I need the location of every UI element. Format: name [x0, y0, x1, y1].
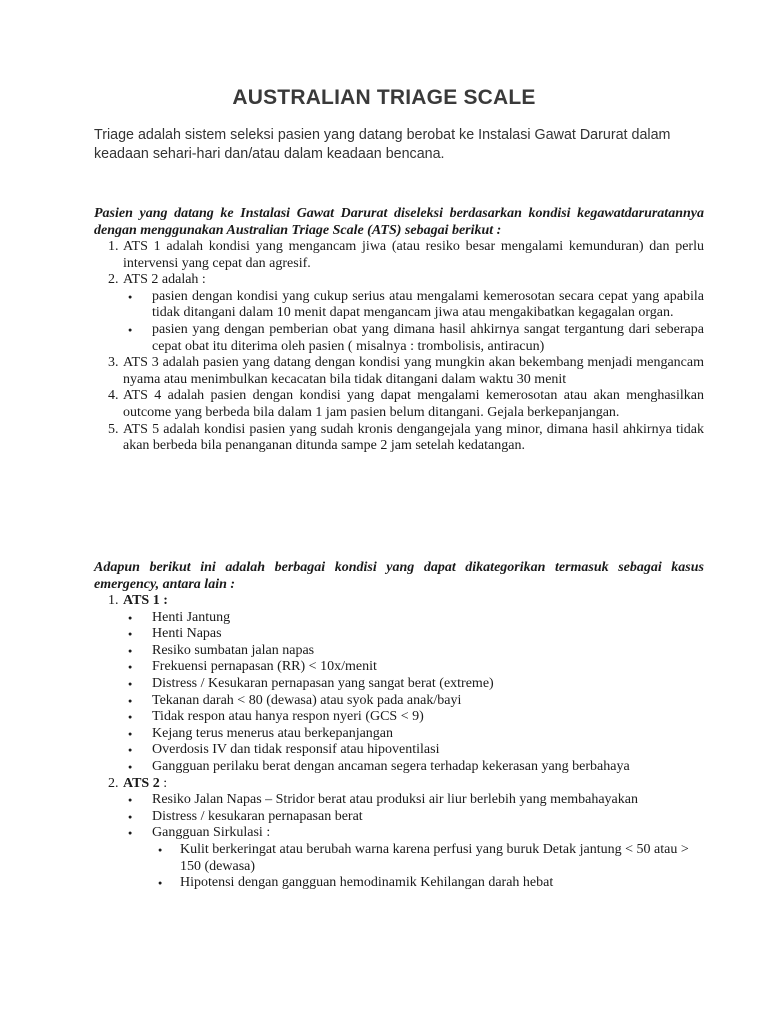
list-item: ● Tekanan darah < 80 (dewasa) atau syok pada anak/bayi: [152, 693, 704, 710]
list-item: ● Resiko Jalan Napas – Stridor berat atau produksi air liur berlebih yang membahayakan: [152, 792, 704, 809]
emergency-list: [94, 593, 704, 892]
intro-paragraph: Triage adalah sistem seleksi pasien yang datang berobat ke Instalasi Gawat Darurat dalam keadaan sehari-hari dan/atau dalam keadaan bencana.: [94, 127, 671, 162]
ats3-definition: 3. ATS 3 adalah pasien yang datang dengan kondisi yang mungkin akan bekembang menjadi mengancam nyama atau menimbulkan kecacatan bila tidak ditangani dalam waktu 30 menit: [123, 355, 704, 387]
ats2-heading-suffix: :: [159, 775, 168, 791]
section2-lead: Adapun berikut ini adalah berbagai kondisi yang dapat dikategorikan termasuk sebagai kasus emergency, antara lain :: [94, 560, 704, 592]
circulation-heading: Gangguan Sirkulasi :: [152, 825, 271, 841]
ats2-bullet-list: [123, 289, 704, 355]
list-item: [122, 388, 704, 421]
ats1-heading: ATS 1 :: [123, 593, 168, 608]
list-item: [122, 239, 704, 272]
list-item: ● pasien yang dengan pemberian obat yang dimana hasil ahkirnya sangat tergantung dari seberapa cepat obat itu diterima oleh pasien ( misalnya : trombolisis, antiracun): [152, 322, 704, 355]
list-item: [122, 593, 704, 776]
ats4-definition: 4. ATS 4 adalah pasien dengan kondisi yang dapat mengalami kemerosotan atau akan menghasilkan outcome yang berbeda bila dalam 1 jam pasien belum ditangani. Gejala berkepanjangan.: [123, 388, 704, 420]
ats1-definition: 1. ATS 1 adalah kondisi yang mengancam jiwa (atau resiko besar mengalami kemunduran) dan perlu intervensi yang cepat dan agresif.: [123, 239, 704, 271]
list-item: ● Overdosis IV dan tidak responsif atau hipoventilasi: [152, 742, 704, 759]
list-item: [122, 355, 704, 388]
list-item: ● Distress / Kesukaran pernapasan yang sangat berat (extreme): [152, 676, 704, 693]
list-item: ● Resiko sumbatan jalan napas: [152, 643, 704, 660]
emergency-cases-section: [94, 560, 704, 892]
circulation-sub-list: [152, 842, 704, 892]
ats-definitions-list: [94, 239, 704, 455]
list-item: ● Frekuensi pernapasan (RR) < 10x/menit: [152, 659, 704, 676]
ats5-definition: 5. ATS 5 adalah kondisi pasien yang sudah kronis dengangejala yang minor, dimana hasil ahkirnya tidak akan berbeda bila penanganan ditunda sampe 2 jam setelah kedatangan.: [123, 421, 704, 454]
list-item: ● Kulit berkeringat atau berubah warna karena perfusi yang buruk Detak jantung < 50 atau > 150 (dewasa): [180, 842, 704, 875]
page-title: AUSTRALIAN TRIAGE SCALE: [232, 86, 536, 109]
list-item: ● Hipotensi dengan gangguan hemodinamik Kehilangan darah hebat: [180, 875, 704, 892]
list-item: ● Tidak respon atau hanya respon nyeri (GCS < 9): [152, 709, 704, 726]
ats-definitions-section: [94, 206, 704, 455]
list-item: ● Gangguan perilaku berat dengan ancaman segera terhadap kekerasan yang berbahaya: [152, 759, 704, 776]
list-item: ● pasien dengan kondisi yang cukup serius atau mengalami kemerosotan secara cepat yang apabila tidak ditangani dalam 10 menit dapat mengancam jiwa atau mengakibatkan kegagalan organ.: [152, 289, 704, 322]
section1-lead: Pasien yang datang ke Instalasi Gawat Darurat diseleksi berdasarkan kondisi kegawatdaruratannya dengan menggunakan Australian Triage Scale (ATS) sebagai berikut :: [94, 206, 704, 238]
list-item: [122, 272, 704, 355]
list-item: ● Kejang terus menerus atau berkepanjangan: [152, 726, 704, 743]
list-item: [122, 776, 704, 892]
list-item: ● Henti Napas: [152, 626, 704, 643]
ats2-definition: 2. ATS 2 adalah :: [123, 272, 206, 288]
list-item: ● Henti Jantung: [152, 610, 704, 627]
ats2-bullet-list: [123, 792, 704, 892]
ats2-heading: ATS 2: [123, 775, 160, 791]
ats1-bullet-list: [123, 610, 704, 776]
list-item: [122, 422, 704, 455]
list-item: ● Distress / kesukaran pernapasan berat: [152, 809, 704, 826]
list-item: [152, 825, 704, 891]
